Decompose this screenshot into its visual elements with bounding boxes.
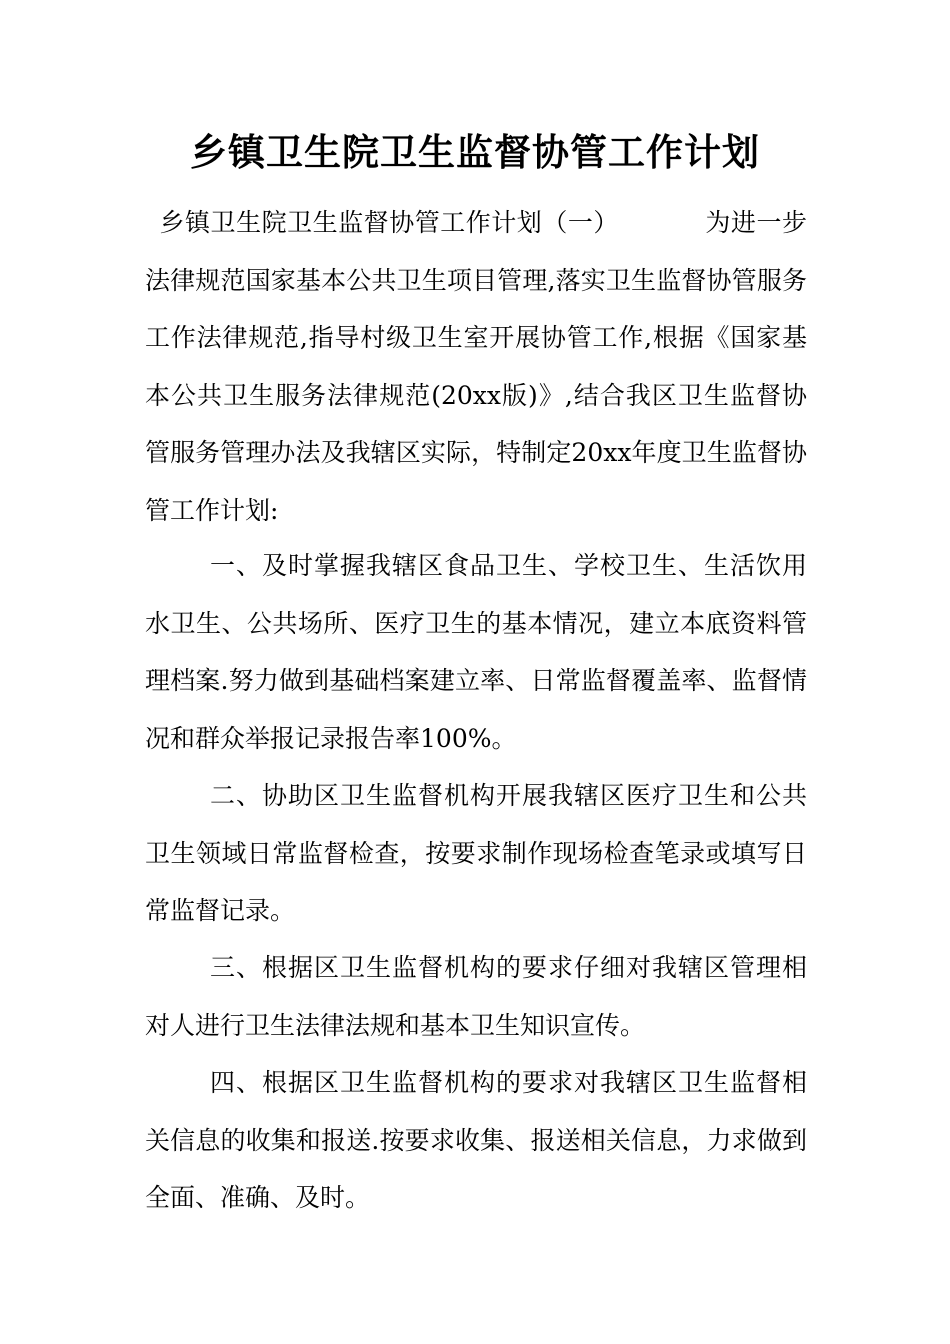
intro-paragraph	[145, 194, 807, 539]
plan-item-text: 二、协助区卫生监督机构开展我辖区医疗卫生和公共卫生领域日常监督检查，按要求制作现场检查笔录或填写日常监督记录。	[145, 781, 807, 925]
plan-item-text: 四、根据区卫生监督机构的要求对我辖区卫生监督相关信息的收集和报送.按要求收集、报送相关信息，力求做到全面、准确、及时。	[145, 1068, 807, 1212]
plan-item-1	[145, 537, 807, 767]
document-title: 乡镇卫生院卫生监督协管工作计划	[190, 131, 760, 174]
plan-item-2	[145, 767, 807, 940]
plan-item-text: 三、根据区卫生监督机构的要求仔细对我辖区管理相对人进行卫生法律法规和基本卫生知识宣传。	[145, 953, 807, 1040]
plan-item-text: 一、及时掌握我辖区食品卫生、学校卫生、生活饮用水卫生、公共场所、医疗卫生的基本情况，建立本底资料管理档案.努力做到基础档案建立率、日常监督覆盖率、监督情况和群众举报记录报告率100%。	[145, 551, 807, 753]
plan-item-3	[145, 939, 807, 1054]
intro-heading: 乡镇卫生院卫生监督协管工作计划（一）	[159, 208, 619, 237]
plan-item-4	[145, 1054, 807, 1227]
intro-text: 为进一步法律规范国家基本公共卫生项目管理,落实卫生监督协管服务工作法律规范,指导村级卫生室开展协管工作,根据《国家基本公共卫生服务法律规范(20xx版)》,结合我区卫生监督协管服务管理办法及我辖区实际，特制定20xx年度卫生监督协管工作计划:	[145, 208, 807, 525]
